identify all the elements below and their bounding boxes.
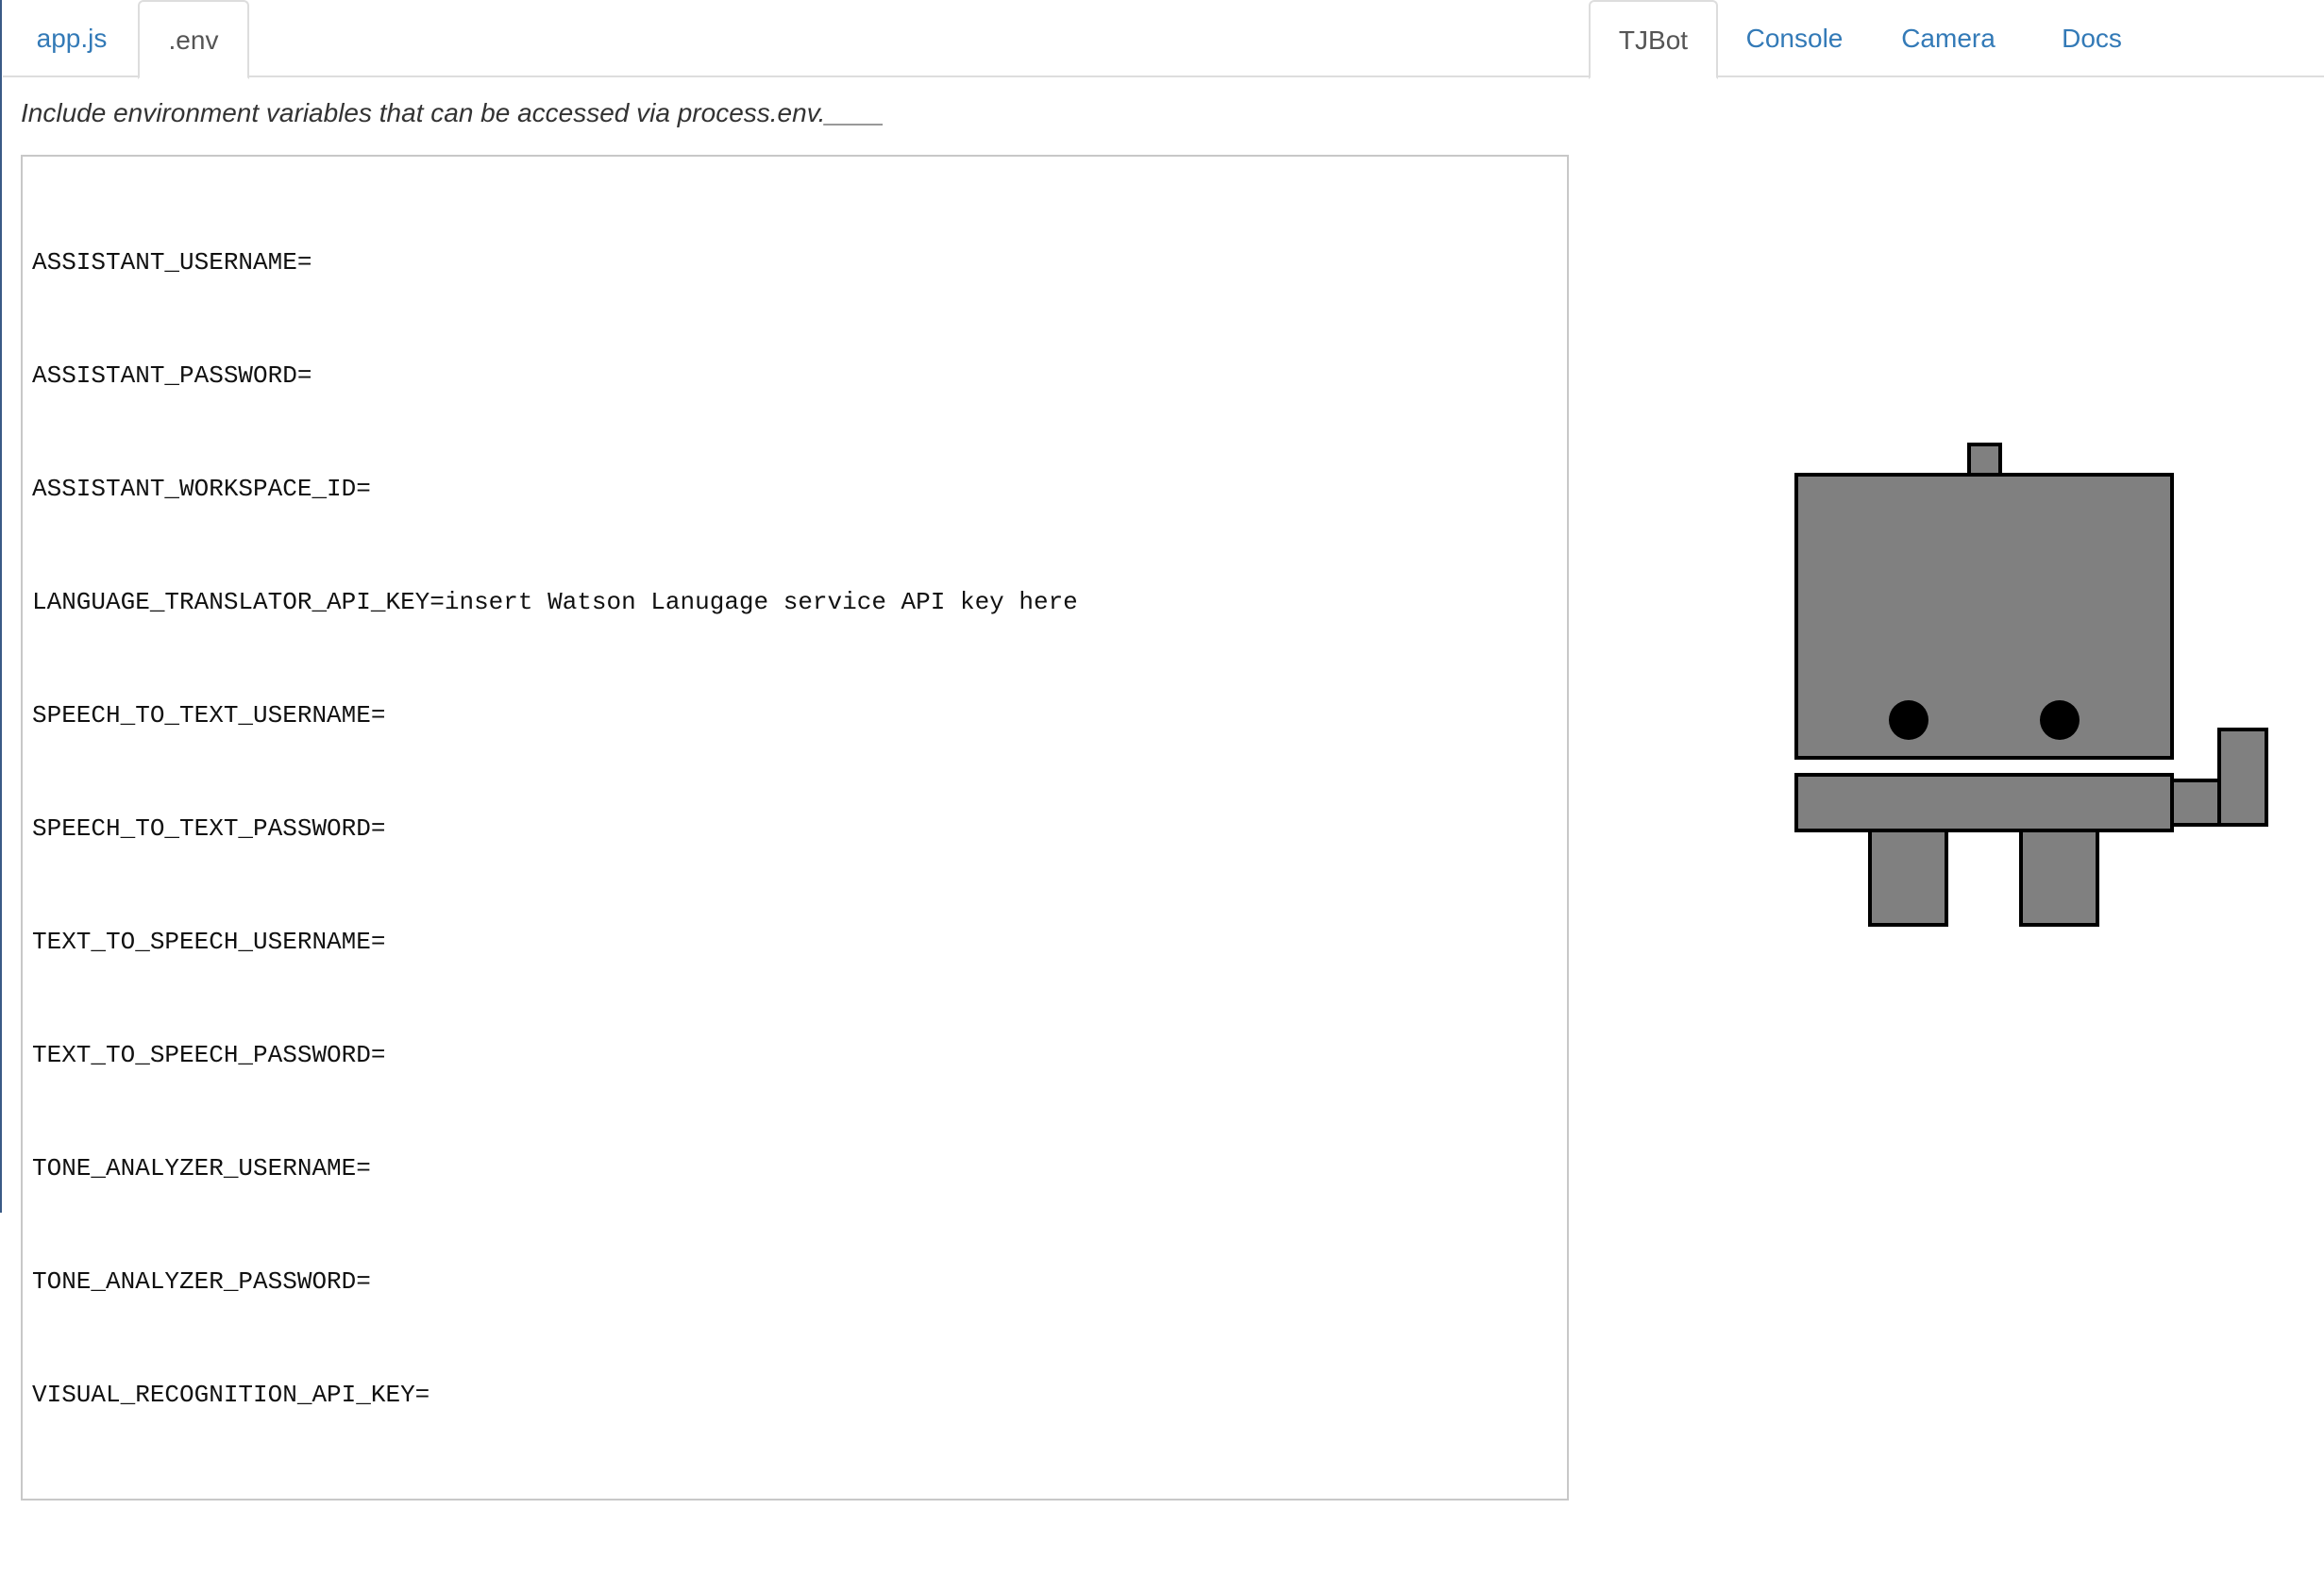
- tjbot-robot: [1789, 439, 2280, 939]
- robot-antenna: [1969, 444, 2000, 475]
- editor-line: VISUAL_RECOGNITION_API_KEY=: [32, 1381, 430, 1409]
- tab-camera[interactable]: Camera: [1901, 24, 1996, 53]
- robot-head: [1796, 475, 2172, 758]
- editor-line: SPEECH_TO_TEXT_PASSWORD=: [32, 814, 386, 843]
- preview-tab-bar: [1589, 0, 2324, 77]
- editor-line: ASSISTANT_WORKSPACE_ID=: [32, 475, 371, 503]
- robot-body: [1796, 775, 2172, 830]
- tab-console[interactable]: Console: [1745, 24, 1844, 53]
- robot-hand: [2219, 729, 2266, 825]
- editor-line: TONE_ANALYZER_PASSWORD=: [32, 1267, 371, 1296]
- env-help-text: Include environment variables that can be accessed via process.env.____: [21, 98, 884, 127]
- tab-docs[interactable]: Docs: [2062, 24, 2122, 53]
- editor-line: TEXT_TO_SPEECH_USERNAME=: [32, 928, 386, 956]
- robot-left-eye: [1889, 700, 1928, 740]
- robot-right-leg: [2021, 830, 2097, 925]
- env-editor[interactable]: [21, 155, 1569, 1501]
- left-edge-bar: [0, 0, 2, 1213]
- editor-line: TEXT_TO_SPEECH_PASSWORD=: [32, 1041, 386, 1069]
- editor-line: SPEECH_TO_TEXT_USERNAME=: [32, 701, 386, 729]
- tab-tjbot[interactable]: TJBot: [1589, 0, 1718, 79]
- robot-left-leg: [1870, 830, 1946, 925]
- robot-arm: [2172, 780, 2219, 825]
- editor-line: ASSISTANT_PASSWORD=: [32, 361, 312, 390]
- editor-tab-bar: [3, 0, 1589, 77]
- editor-line: TONE_ANALYZER_USERNAME=: [32, 1154, 371, 1182]
- editor-line: LANGUAGE_TRANSLATOR_API_KEY=insert Watson Lanugage service API key here: [32, 588, 1078, 616]
- editor-line: ASSISTANT_USERNAME=: [32, 248, 312, 277]
- tab-app-js[interactable]: app.js: [36, 24, 108, 53]
- tab-env[interactable]: .env: [138, 0, 249, 79]
- robot-right-eye: [2040, 700, 2080, 740]
